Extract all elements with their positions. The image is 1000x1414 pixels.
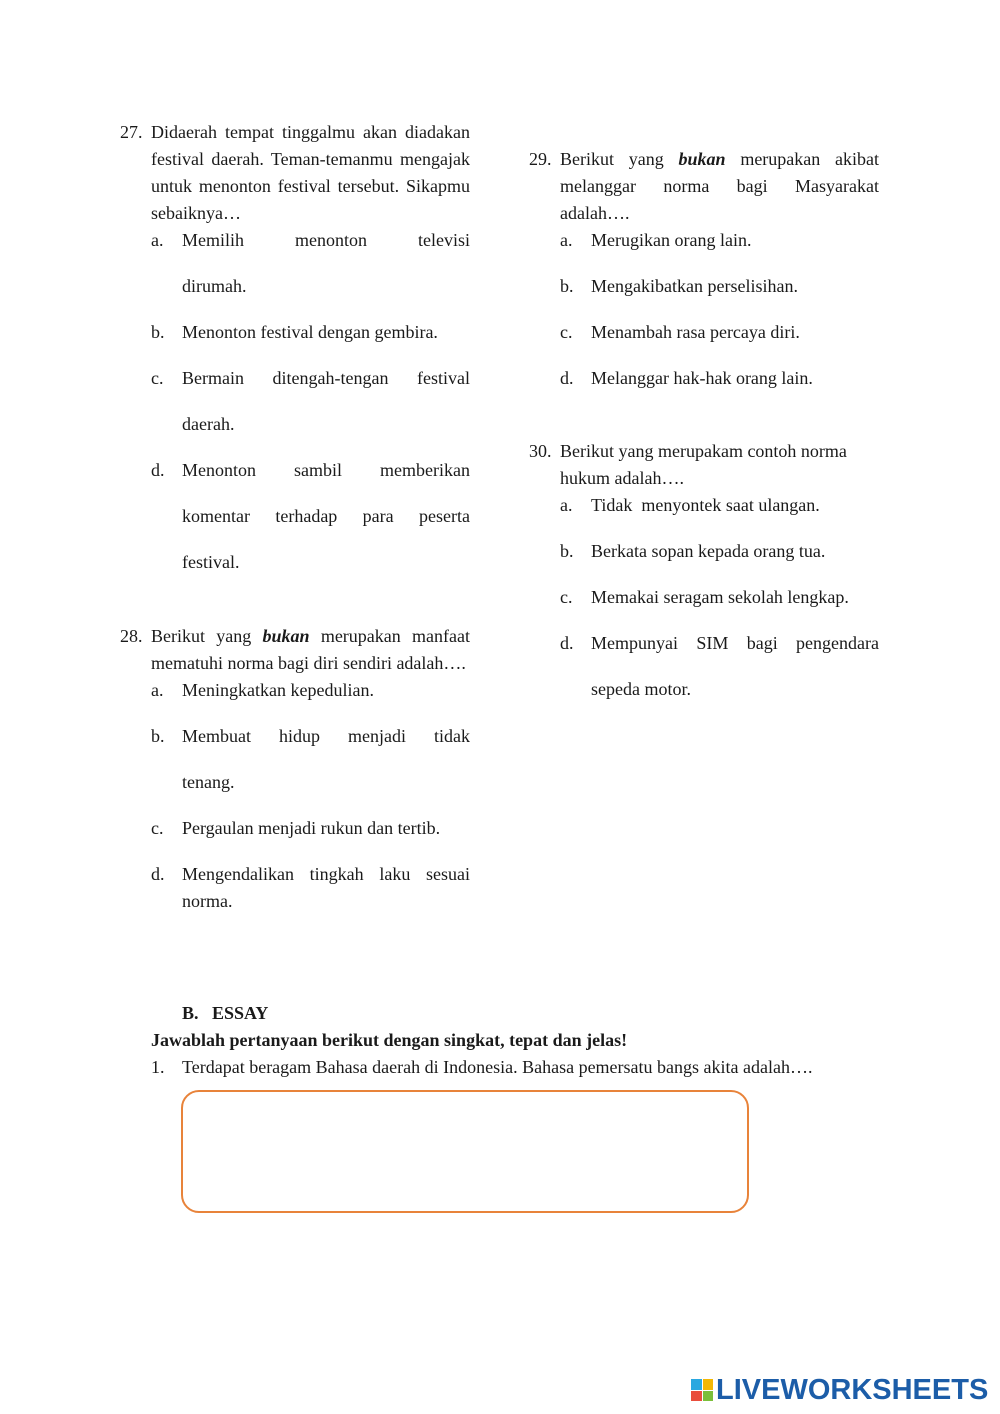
option-27c: c. Bermain ditengah-tengan festival (151, 368, 470, 388)
essay-question-text: Terdapat beragam Bahasa daerah di Indonesia. Bahasa pemersatu bangs akita adalah…. (182, 1057, 813, 1077)
question-28 (120, 623, 471, 915)
option-28b: b. Membuat hidup menjadi tidak (151, 726, 470, 746)
question-29-stem: 29. Berikut yang bukan merupakan akibat melanggar norma bagi Masyarakat adalah…. (560, 146, 879, 227)
question-number: 1. (151, 1057, 165, 1077)
option-28c: c. Pergaulan menjadi rukun dan tertib. (151, 818, 441, 838)
question-30 (529, 438, 879, 703)
question-number: 27. (120, 122, 143, 142)
option-30d: d. Mempunyai SIM bagi pengendara (560, 633, 879, 653)
option-29c: c. Menambah rasa percaya diri. (560, 322, 800, 342)
option-27d-cont2: festival. (182, 552, 240, 572)
option-29d: d. Melanggar hak-hak orang lain. (560, 368, 813, 388)
liveworksheets-logo (691, 1374, 988, 1406)
emphasis-bukan: bukan (262, 626, 310, 646)
option-30d-cont: sepeda motor. (591, 679, 691, 699)
option-27c-cont: daerah. (182, 414, 235, 434)
option-27a-cont: dirumah. (182, 276, 247, 296)
question-30-stem: 30. Berikut yang merupakam contoh norma hukum adalah…. (560, 438, 879, 492)
option-28b-cont: tenang. (182, 772, 235, 792)
essay-answer-box[interactable] (181, 1090, 749, 1213)
option-29a: a. Merugikan orang lain. (560, 230, 752, 250)
question-number: 30. (529, 441, 552, 461)
question-number: 29. (529, 149, 552, 169)
question-27-stem: 27. Didaerah tempat tinggalmu akan diadakan festival daerah. Teman-temanmu mengajak untuk menonton festival tersebut. Sikapmu sebaiknya… (151, 119, 470, 227)
essay-section-heading: B. ESSAY (182, 1003, 269, 1023)
option-28a: a. Meningkatkan kepedulian. (151, 680, 374, 700)
question-28-stem: 28. Berikut yang bukan merupakan manfaat mematuhi norma bagi diri sendiri adalah…. (151, 623, 470, 677)
option-30c: c. Memakai seragam sekolah lengkap. (560, 587, 849, 607)
option-30a: a. Tidak menyontek saat ulangan. (560, 495, 820, 515)
question-27 (120, 119, 470, 576)
emphasis-bukan: bukan (678, 149, 726, 169)
question-29 (529, 146, 880, 392)
option-27d: d. Menonton sambil memberikan (151, 460, 470, 480)
option-30b: b. Berkata sopan kepada orang tua. (560, 541, 826, 561)
liveworksheets-logo-icon (691, 1379, 713, 1401)
option-27d-cont: komentar terhadap para peserta (182, 506, 470, 526)
option-28d: d. Mengendalikan tingkah laku sesuai norma. (151, 864, 470, 911)
logo-text: LIVEWORKSHEETS (716, 1373, 989, 1406)
essay-instruction: Jawablah pertanyaan berikut dengan singkat, tepat dan jelas! (151, 1030, 628, 1050)
option-27b: b. Menonton festival dengan gembira. (151, 322, 438, 342)
option-29b: b. Mengakibatkan perselisihan. (560, 276, 798, 296)
question-number: 28. (120, 626, 143, 646)
option-27a: a. Memilih menonton televisi (151, 230, 470, 250)
